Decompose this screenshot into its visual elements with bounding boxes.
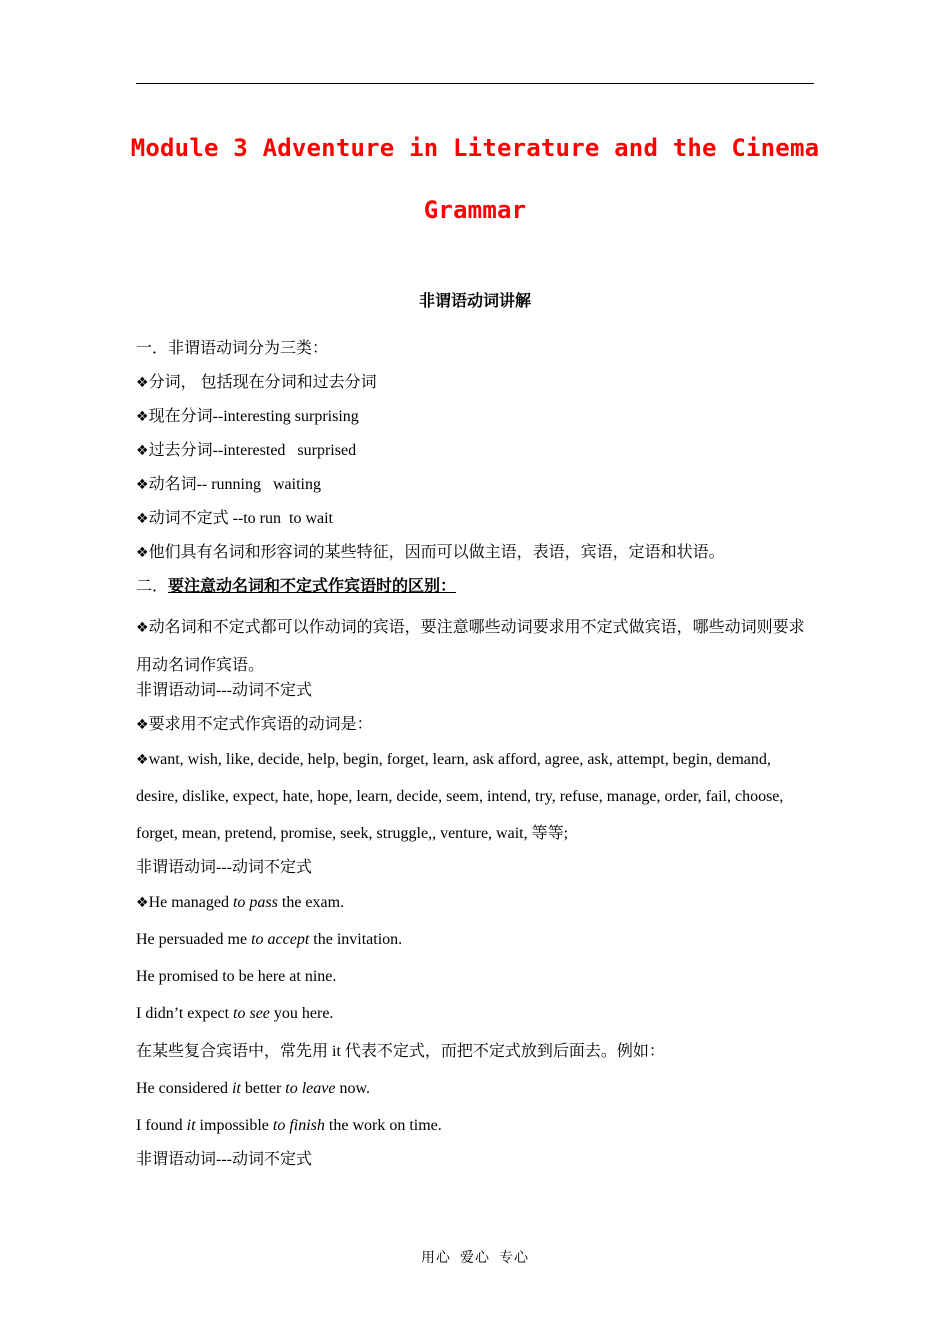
list-item: ❖动词不定式 --to run to wait	[136, 510, 333, 527]
list-item: ❖要求用不定式作宾语的动词是：	[136, 716, 373, 733]
document-title: Module 3 Adventure in Literature and the Cinema	[130, 134, 820, 162]
bullet-icon: ❖	[136, 375, 149, 391]
bullet-icon: ❖	[136, 511, 149, 527]
bullet-icon: ❖	[136, 895, 149, 911]
header-rule	[136, 83, 814, 84]
paragraph: ❖动名词和不定式都可以作动词的宾语，要注意哪些动词要求用不定式做宾语，哪些动词则要求用动名词作宾语。	[136, 619, 805, 674]
topic-label: 非谓语动词---动词不定式	[136, 859, 312, 876]
example-sentence: He promised to be here at nine.	[136, 968, 337, 985]
list-item: ❖分词， 包括现在分词和过去分词	[136, 374, 377, 391]
verb-list-line: forget, mean, pretend, promise, seek, struggle,, venture, wait, 等等;	[136, 825, 569, 842]
verb-list-line: ❖want, wish, like, decide, help, begin, forget, learn, ask afford, agree, ask, attempt, begin, demand,	[136, 751, 771, 768]
page-footer: 用心 爱心 专心	[421, 1251, 529, 1266]
section2-heading: 二．要注意动名词和不定式作宾语时的区别：	[136, 578, 457, 595]
example-sentence: ❖He managed to pass the exam.	[136, 894, 345, 911]
topic-label: 非谓语动词---动词不定式	[136, 1151, 312, 1168]
list-item: ❖过去分词--interested surprised	[136, 442, 357, 459]
section1-heading: 一．非谓语动词分为三类：	[136, 340, 329, 357]
bullet-icon: ❖	[136, 409, 149, 425]
example-sentence: I found it impossible to finish the work on time.	[136, 1117, 442, 1134]
topic-label: 非谓语动词---动词不定式	[136, 682, 312, 699]
example-sentence: I didn’t expect to see you here.	[136, 1005, 334, 1022]
bullet-icon: ❖	[136, 752, 149, 768]
section-subheading: 非谓语动词讲解	[418, 293, 531, 310]
note-paragraph: 在某些复合宾语中，常先用 it 代表不定式，而把不定式放到后面去。例如：	[136, 1043, 665, 1060]
list-item: ❖动名词-- running waiting	[136, 476, 321, 493]
verb-list-line: desire, dislike, expect, hate, hope, learn, decide, seem, intend, try, refuse, manage, order, fail, choose,	[136, 788, 784, 805]
list-item: ❖现在分词--interesting surprising	[136, 408, 359, 425]
bullet-icon: ❖	[136, 717, 149, 733]
list-item: ❖他们具有名词和形容词的某些特征，因而可以做主语，表语，宾语，定语和状语。	[136, 544, 725, 561]
example-sentence: He considered it better to leave now.	[136, 1080, 370, 1097]
bullet-icon: ❖	[136, 443, 149, 459]
bullet-icon: ❖	[136, 545, 149, 561]
example-sentence: He persuaded me to accept the invitation.	[136, 931, 403, 948]
document-subtitle: Grammar	[423, 196, 527, 224]
bullet-icon: ❖	[136, 620, 149, 636]
bullet-icon: ❖	[136, 477, 149, 493]
